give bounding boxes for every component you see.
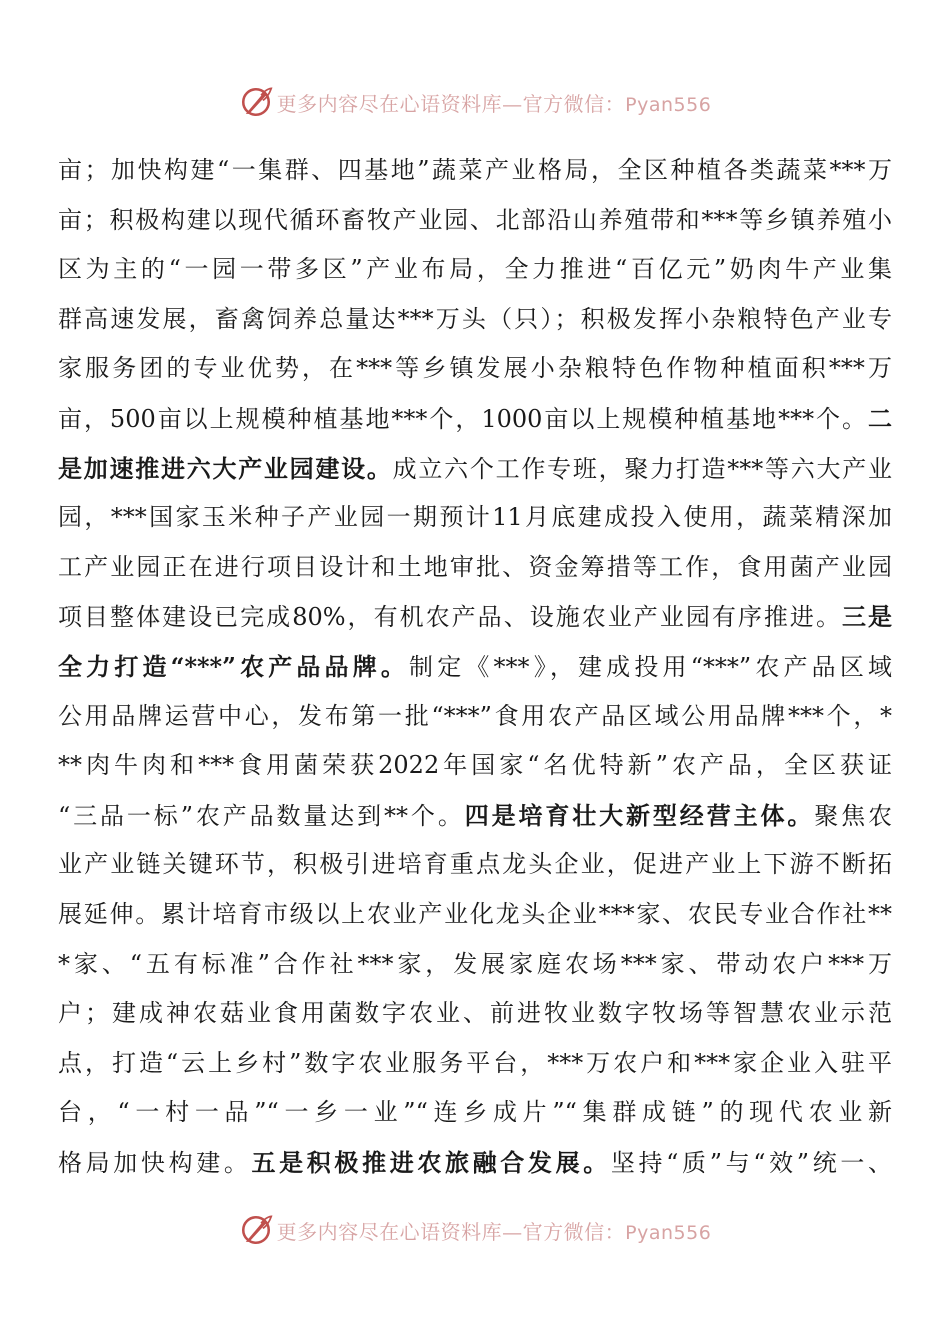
- footer-watermark: [0, 1210, 950, 1250]
- paragraph-text: 工产业园正在进行项目设计和土地审批、资金筹措等工作，食用菌产业园: [58, 552, 892, 581]
- text-line: [58, 1088, 892, 1138]
- watermark-wechat-id: Pyan556: [625, 1221, 712, 1244]
- text-line: [58, 444, 892, 494]
- paragraph-text: 户；建成神农菇业食用菌数字农业、前进牧业数字牧场等智慧农业示范: [58, 999, 892, 1028]
- paragraph-text: 公用品牌运营中心，发布第一批“***”食用农产品区域公用品牌***个，*: [58, 701, 892, 730]
- text-line: [58, 692, 892, 742]
- paragraph-text: 点，打造“云上乡村”数字农业服务平台，***万农户和***家企业入驻平: [58, 1048, 892, 1077]
- watermark-text-cn: 更多内容尽在心语资料库—官方微信：: [276, 1219, 626, 1244]
- text-line: [58, 1138, 892, 1188]
- text-line: [58, 543, 892, 593]
- bold-heading-text: 三是: [841, 602, 892, 632]
- bold-heading-text: 五是积极推进农旅融合发展。: [251, 1147, 611, 1177]
- paragraph-text: 制定《***》，建成投用“***”农产品区域: [409, 652, 892, 681]
- text-line: [58, 196, 892, 246]
- text-line: [58, 890, 892, 940]
- text-line: [58, 1039, 892, 1089]
- text-line: [58, 989, 892, 1039]
- text-line: [58, 146, 892, 196]
- paragraph-text: 展延伸。累计培育市级以上农业产业化龙头企业***家、农民专业合作社**: [58, 899, 892, 928]
- document-body: [58, 146, 892, 1187]
- paragraph-text: 格局加快构建。: [58, 1148, 252, 1177]
- paragraph-text: 亩，500亩以上规模种植基地***个，1000亩以上规模种植基地***个。: [58, 404, 868, 433]
- text-line: [58, 344, 892, 394]
- bold-heading-text: 二: [868, 403, 892, 433]
- paragraph-text: 园，***国家玉米种子产业园一期预计11月底建成投入使用，蔬菜精深加: [58, 503, 892, 532]
- paragraph-text: 群高速发展，畜禽饲养总量达***万头（只）；积极发挥小杂粮特色产业专: [58, 304, 892, 333]
- paragraph-text: 台，“一村一品”“一乡一业”“连乡成片”“集群成链”的现代农业新: [58, 1098, 892, 1127]
- text-line: [58, 493, 892, 543]
- text-line: [58, 741, 892, 791]
- paragraph-text: 坚持“质”与“效”统一、: [610, 1148, 892, 1177]
- text-line: [58, 840, 892, 890]
- paragraph-text: 业产业链关键环节，积极引进培育重点龙头企业，促进产业上下游不断拓: [58, 850, 892, 879]
- paragraph-text: 区为主的“一园一带多区”产业布局，全力推进“百亿元”奶肉牛产业集: [58, 255, 892, 284]
- text-line: [58, 245, 892, 295]
- header-watermark: [0, 82, 950, 122]
- text-line: [58, 642, 892, 692]
- paragraph-text: 聚焦农: [814, 801, 892, 830]
- text-line: [58, 295, 892, 345]
- paragraph-text: 亩；加快构建“一集群、四基地”蔬菜产业格局，全区种植各类蔬菜***万: [58, 156, 892, 184]
- paragraph-text: 家服务团的专业优势，在***等乡镇发展小杂粮特色作物种植面积***万: [58, 354, 892, 383]
- watermark-text: [277, 1216, 712, 1245]
- text-line: [58, 791, 892, 841]
- text-line: [58, 940, 892, 990]
- quill-logo-icon: [239, 1213, 273, 1247]
- bold-heading-text: 全力打造“***”农产品品牌。: [58, 651, 410, 681]
- bold-heading-text: 四是培育壮大新型经营主体。: [464, 800, 815, 830]
- quill-logo-icon: [239, 85, 273, 119]
- paragraph-text: “三品一标”农产品数量达到**个。: [58, 801, 465, 830]
- watermark-text: [277, 88, 712, 117]
- text-line: [58, 592, 892, 642]
- bold-heading-text: 是加速推进六大产业园建设。: [58, 453, 393, 483]
- watermark-text-cn: 更多内容尽在心语资料库—官方微信：: [276, 91, 626, 116]
- text-line: [58, 394, 892, 444]
- paragraph-text: 亩；积极构建以现代循环畜牧产业园、北部沿山养殖带和***等乡镇养殖小: [58, 205, 892, 234]
- paragraph-text: *家、“五有标准”合作社***家，发展家庭农场***家、带动农户***万: [58, 949, 892, 978]
- paragraph-text: 成立六个工作专班，聚力打造***等六大产业: [392, 454, 892, 483]
- paragraph-text: 项目整体建设已完成80%，有机农产品、设施农业产业园有序推进。: [58, 603, 842, 632]
- watermark-wechat-id: Pyan556: [625, 93, 712, 116]
- paragraph-text: **肉牛肉和***食用菌荣获2022年国家“名优特新”农产品，全区获证: [58, 751, 892, 780]
